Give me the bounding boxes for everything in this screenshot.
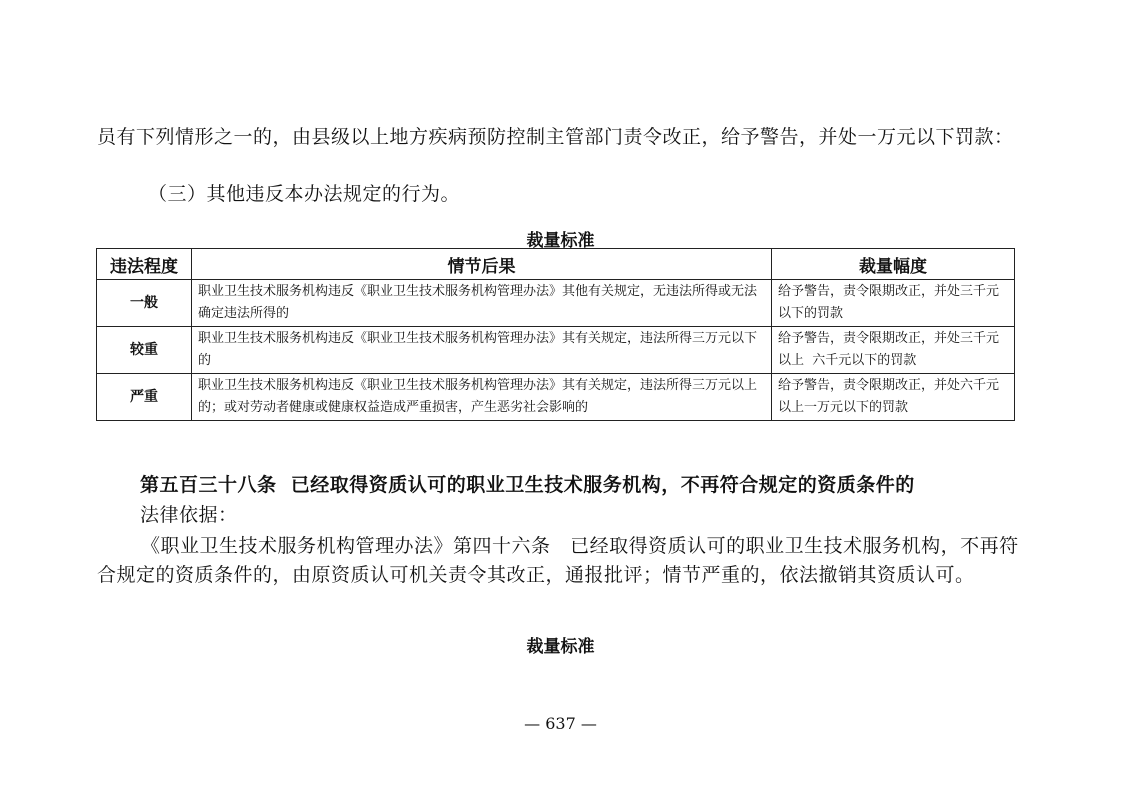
paragraph-penalty-intro: 员有下列情形之一的，由县级以上地方疾病预防控制主管部门责令改正，给予警告，并处一万元以下罚款： [97, 126, 1014, 148]
table-title: 裁量标准 [526, 231, 595, 251]
header-consequence: 情节后果 [192, 249, 772, 280]
cell-consequence: 职业卫生技术服务机构违反《职业卫生技术服务机构管理办法》其他有关规定，无违法所得或无法确定违法所得的 [192, 280, 772, 327]
cell-consequence: 职业卫生技术服务机构违反《职业卫生技术服务机构管理办法》其有关规定，违法所得三万元以上的；或对劳动者健康或健康权益造成严重损害，产生恶劣社会影响的 [192, 374, 772, 421]
table-title-second: 裁量标准 [526, 637, 595, 657]
discretion-standard-table [96, 248, 1015, 421]
table-row [97, 280, 1015, 327]
header-penalty-range: 裁量幅度 [772, 249, 1015, 280]
cell-consequence: 职业卫生技术服务机构违反《职业卫生技术服务机构管理办法》其有关规定，违法所得三万元以下的 [192, 327, 772, 374]
legal-basis-text: 《职业卫生技术服务机构管理办法》第四十六条 已经取得资质认可的职业卫生技术服务机构，不再符合规定的资质条件的，由原资质认可机关责令其改正，通报批评；情节严重的，依法撤销其资质认可。 [97, 535, 1019, 586]
cell-penalty: 给予警告，责令限期改正，并处三千元以下的罚款 [772, 280, 1015, 327]
cell-level: 一般 [97, 280, 192, 327]
article-heading: 第五百三十八条 已经取得资质认可的职业卫生技术服务机构，不再符合规定的资质条件的 [140, 474, 915, 496]
header-violation-level: 违法程度 [97, 249, 192, 280]
table-row [97, 374, 1015, 421]
table-row [97, 327, 1015, 374]
paragraph-item-three: （三）其他违反本办法规定的行为。 [148, 183, 461, 205]
page-number: — 637 — [524, 714, 597, 733]
cell-penalty: 给予警告，责令限期改正，并处三千元以上 六千元以下的罚款 [772, 327, 1015, 374]
table-header-row [97, 249, 1015, 280]
legal-basis-label: 法律依据： [140, 504, 238, 526]
cell-level: 严重 [97, 374, 192, 421]
cell-penalty: 给予警告，责令限期改正，并处六千元以上一万元以下的罚款 [772, 374, 1015, 421]
cell-level: 较重 [97, 327, 192, 374]
